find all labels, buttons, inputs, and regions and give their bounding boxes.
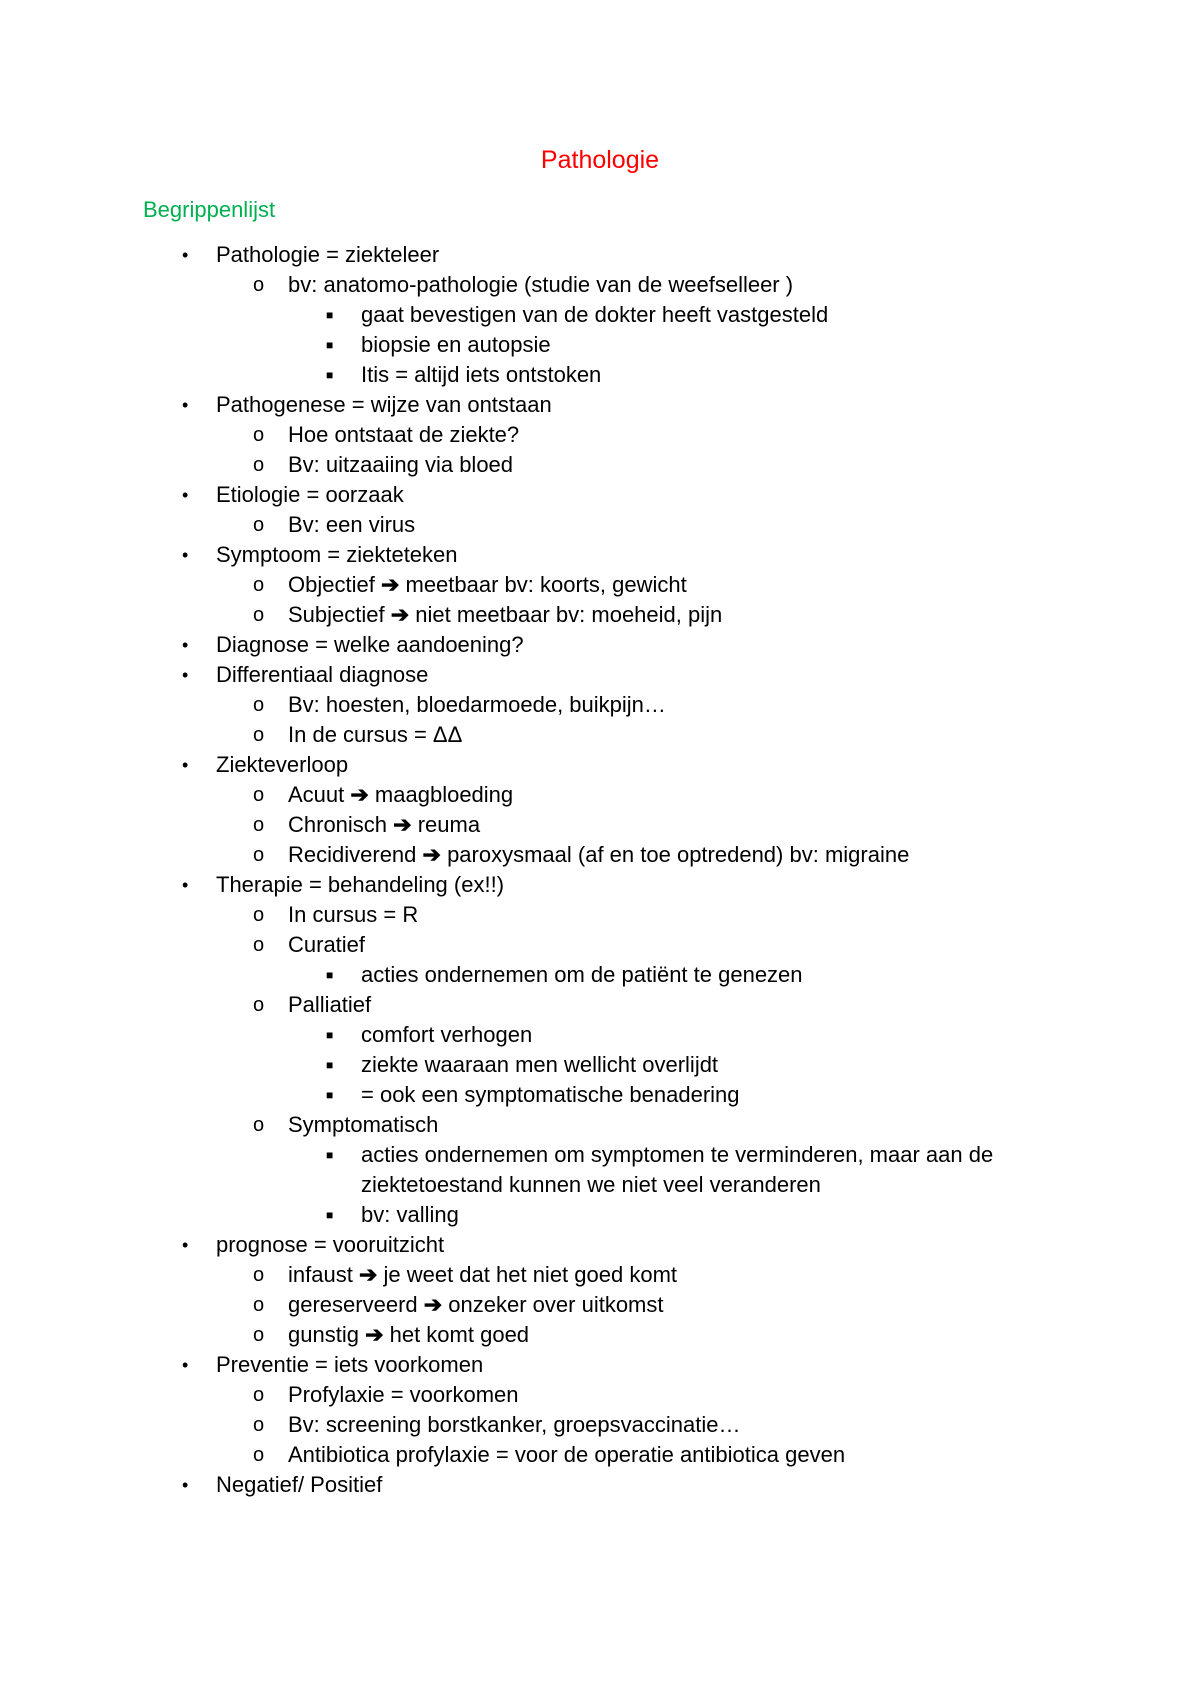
arrow-icon: ➔ bbox=[350, 782, 369, 807]
sub-item bbox=[253, 1410, 1200, 1440]
item-term: Recidiverend bbox=[288, 842, 423, 867]
sub-item bbox=[253, 900, 1200, 930]
sub-item bbox=[253, 450, 1200, 480]
item-term: gunstig bbox=[288, 1322, 366, 1347]
list-marker: • bbox=[182, 395, 189, 415]
list-marker: o bbox=[253, 424, 265, 446]
item-text: = ook een symptomatische benadering bbox=[361, 1082, 740, 1107]
item-term: Subjectief bbox=[288, 602, 391, 627]
item-description: reuma bbox=[411, 812, 481, 837]
item-term: Objectief bbox=[288, 572, 381, 597]
item-text: Bv: uitzaaiing via bloed bbox=[288, 452, 514, 477]
bullet-item bbox=[182, 540, 1200, 570]
item-text: Diagnose = welke aandoening? bbox=[216, 632, 524, 657]
item-text: Pathologie = ziekteleer bbox=[216, 242, 440, 267]
list-marker: • bbox=[182, 245, 189, 265]
list-marker: o bbox=[253, 784, 265, 806]
list-marker: • bbox=[182, 1475, 189, 1495]
bullet-item bbox=[182, 240, 1200, 270]
sub-sub-item bbox=[326, 1020, 1200, 1050]
sub-sub-item bbox=[326, 1140, 1200, 1170]
sub-sub-item bbox=[326, 360, 1200, 390]
arrow-icon: ➔ bbox=[390, 602, 410, 627]
sub-item bbox=[253, 1290, 1200, 1320]
item-text: Preventie = iets voorkomen bbox=[216, 1352, 484, 1377]
item-text: ziekte waaraan men wellicht overlijdt bbox=[361, 1052, 719, 1077]
list-marker: o bbox=[253, 844, 265, 866]
bullet-item bbox=[182, 750, 1200, 780]
list-marker: o bbox=[253, 724, 265, 746]
bullet-item bbox=[182, 1470, 1200, 1500]
sub-item bbox=[253, 510, 1200, 540]
list-marker: ■ bbox=[326, 338, 334, 352]
item-description: paroxysmaal (af en toe optredend) bv: migraine bbox=[440, 842, 910, 867]
list-marker: ■ bbox=[326, 1208, 334, 1222]
list-marker: • bbox=[182, 1355, 189, 1375]
list-marker: o bbox=[253, 994, 265, 1016]
list-marker: ■ bbox=[326, 1148, 334, 1162]
item-text: In cursus = R bbox=[288, 902, 419, 927]
list-marker: • bbox=[182, 635, 189, 655]
list-marker: o bbox=[253, 694, 265, 716]
sub-item bbox=[253, 1380, 1200, 1410]
item-term: Acuut bbox=[288, 782, 351, 807]
list-marker: o bbox=[253, 1414, 265, 1436]
bullet-item bbox=[182, 630, 1200, 660]
item-text: Etiologie = oorzaak bbox=[216, 482, 404, 507]
list-marker: o bbox=[253, 934, 265, 956]
item-text: Ziekteverloop bbox=[216, 752, 349, 777]
sub-sub-item bbox=[326, 300, 1200, 330]
list-marker: • bbox=[182, 545, 189, 565]
item-description: het komt goed bbox=[383, 1322, 530, 1347]
sub-item bbox=[253, 600, 1200, 630]
list-marker: o bbox=[253, 814, 265, 836]
arrow-icon: ➔ bbox=[358, 1262, 378, 1287]
list-marker: • bbox=[182, 875, 189, 895]
list-marker: o bbox=[253, 1444, 265, 1466]
sub-item bbox=[253, 840, 1200, 870]
list-marker: • bbox=[182, 665, 189, 685]
item-text: Symptoom = ziekteteken bbox=[216, 542, 458, 567]
sub-item bbox=[253, 570, 1200, 600]
item-term: gereserveerd bbox=[288, 1292, 424, 1317]
item-text: Antibiotica profylaxie = voor de operatie antibiotica geven bbox=[288, 1442, 846, 1467]
sub-item bbox=[253, 990, 1200, 1020]
sub-item bbox=[253, 420, 1200, 450]
item-text: ziektetoestand kunnen we niet veel veranderen bbox=[361, 1172, 821, 1197]
list-marker: o bbox=[253, 1324, 265, 1346]
sub-item bbox=[253, 1440, 1200, 1470]
list-marker: ■ bbox=[326, 1028, 334, 1042]
sub-item bbox=[253, 690, 1200, 720]
item-text: comfort verhogen bbox=[361, 1022, 533, 1047]
sub-item bbox=[253, 810, 1200, 840]
sub-item bbox=[253, 1320, 1200, 1350]
list-marker: ■ bbox=[326, 368, 334, 382]
sub-item bbox=[253, 1260, 1200, 1290]
sub-sub-item bbox=[361, 1170, 1200, 1200]
list-marker: o bbox=[253, 574, 265, 596]
sub-item bbox=[253, 270, 1200, 300]
bullet-item bbox=[182, 1350, 1200, 1380]
item-text: biopsie en autopsie bbox=[361, 332, 551, 357]
item-text: Hoe ontstaat de ziekte? bbox=[288, 422, 520, 447]
item-text: Profylaxie = voorkomen bbox=[288, 1382, 519, 1407]
list-marker: • bbox=[182, 485, 189, 505]
list-marker: ■ bbox=[326, 968, 334, 982]
item-description: meetbaar bv: koorts, gewicht bbox=[399, 572, 687, 597]
item-text: bv: anatomo-pathologie (studie van de weefselleer ) bbox=[288, 272, 794, 297]
list-marker: o bbox=[253, 274, 265, 296]
sub-sub-item bbox=[326, 1050, 1200, 1080]
item-text: prognose = vooruitzicht bbox=[216, 1232, 445, 1257]
sub-item bbox=[253, 720, 1200, 750]
list-marker: ■ bbox=[326, 1088, 334, 1102]
arrow-icon: ➔ bbox=[380, 572, 400, 597]
arrow-icon: ➔ bbox=[393, 812, 412, 837]
list-marker: o bbox=[253, 454, 265, 476]
item-text: Palliatief bbox=[288, 992, 372, 1017]
item-text: Symptomatisch bbox=[288, 1112, 439, 1137]
item-text: In de cursus = ΔΔ bbox=[288, 722, 463, 747]
sub-sub-item bbox=[326, 1080, 1200, 1110]
item-term: Chronisch bbox=[288, 812, 394, 837]
item-text: Differentiaal diagnose bbox=[216, 662, 429, 687]
list-marker: o bbox=[253, 1114, 265, 1136]
section-heading: Begrippenlijst bbox=[143, 197, 276, 222]
sub-sub-item bbox=[326, 1200, 1200, 1230]
list-marker: o bbox=[253, 514, 265, 536]
item-text: acties ondernemen om symptomen te verminderen, maar aan de bbox=[361, 1142, 994, 1167]
list-marker: o bbox=[253, 1384, 265, 1406]
list-marker: • bbox=[182, 755, 189, 775]
list-marker: o bbox=[253, 1264, 265, 1286]
item-text: Itis = altijd iets ontstoken bbox=[361, 362, 602, 387]
bullet-item bbox=[182, 1230, 1200, 1260]
sub-item bbox=[253, 930, 1200, 960]
sub-sub-item bbox=[326, 330, 1200, 360]
sub-item bbox=[253, 1110, 1200, 1140]
item-text: Bv: hoesten, bloedarmoede, buikpijn… bbox=[288, 692, 666, 717]
item-description: niet meetbaar bv: moeheid, pijn bbox=[409, 602, 723, 627]
item-text: Curatief bbox=[288, 932, 366, 957]
list-marker: o bbox=[253, 1294, 265, 1316]
list-marker: • bbox=[182, 1235, 189, 1255]
item-term: infaust bbox=[288, 1262, 359, 1287]
item-description: maagbloeding bbox=[368, 782, 514, 807]
arrow-icon: ➔ bbox=[422, 842, 441, 867]
bullet-item bbox=[182, 390, 1200, 420]
item-text: Bv: screening borstkanker, groepsvaccinatie… bbox=[288, 1412, 741, 1437]
item-text: Bv: een virus bbox=[288, 512, 416, 537]
list-marker: o bbox=[253, 904, 265, 926]
list-marker: o bbox=[253, 604, 265, 626]
item-description: je weet dat het niet goed komt bbox=[377, 1262, 678, 1287]
item-text: Negatief/ Positief bbox=[216, 1472, 383, 1497]
arrow-icon: ➔ bbox=[365, 1322, 384, 1347]
list-marker: ■ bbox=[326, 1058, 334, 1072]
item-text: acties ondernemen om de patiënt te genezen bbox=[361, 962, 803, 987]
page-title: Pathologie bbox=[540, 146, 660, 174]
sub-item bbox=[253, 780, 1200, 810]
arrow-icon: ➔ bbox=[423, 1292, 443, 1317]
item-text: Pathogenese = wijze van ontstaan bbox=[216, 392, 552, 417]
bullet-item bbox=[182, 660, 1200, 690]
term-list bbox=[0, 240, 1200, 1500]
item-text: Therapie = behandeling (ex!!) bbox=[216, 872, 505, 897]
sub-sub-item bbox=[326, 960, 1200, 990]
item-description: onzeker over uitkomst bbox=[442, 1292, 664, 1317]
bullet-item bbox=[182, 480, 1200, 510]
item-text: gaat bevestigen van de dokter heeft vastgesteld bbox=[361, 302, 829, 327]
item-text: bv: valling bbox=[361, 1202, 459, 1227]
list-marker: ■ bbox=[326, 308, 334, 322]
bullet-item bbox=[182, 870, 1200, 900]
